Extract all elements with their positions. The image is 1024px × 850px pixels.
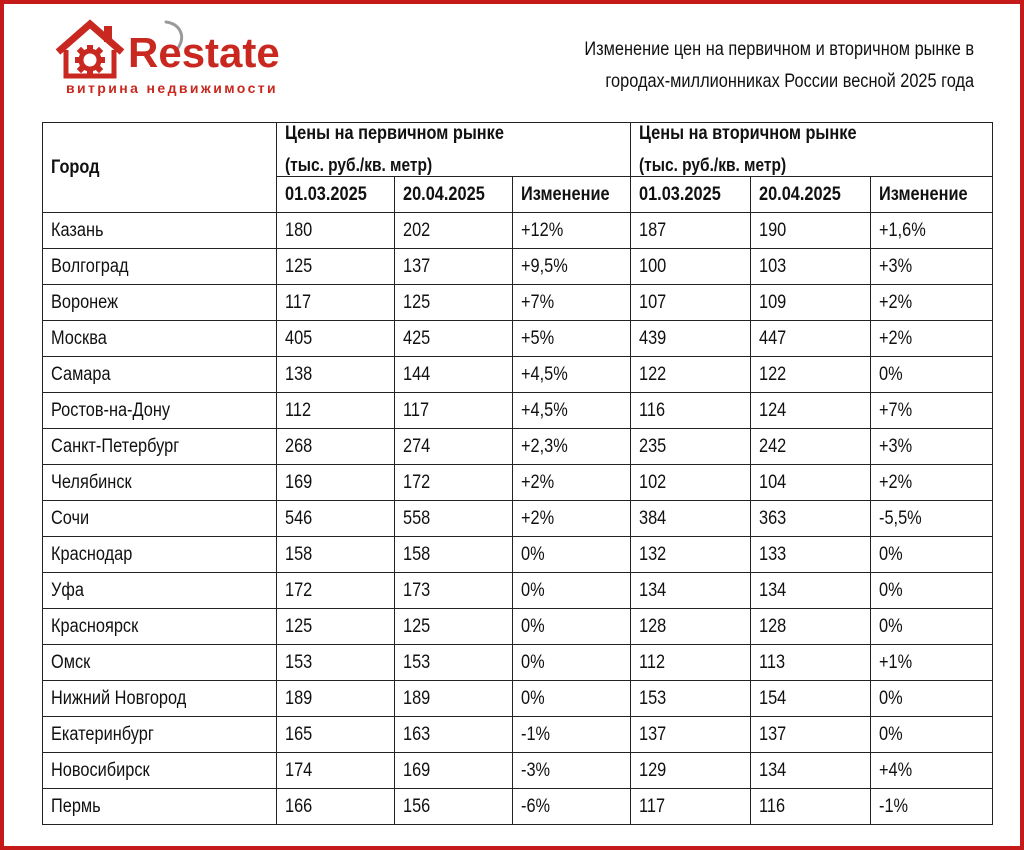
city-cell: Москва	[43, 321, 277, 357]
secondary-change-cell: 0%	[871, 609, 993, 645]
table-row	[43, 285, 993, 321]
primary-end-cell: 274	[395, 429, 513, 465]
table-row	[43, 321, 993, 357]
secondary-end-cell: 134	[751, 753, 871, 789]
secondary-start-cell: 107	[631, 285, 751, 321]
brand-tagline: витрина недвижимости	[66, 80, 279, 96]
primary-end-cell: 173	[395, 573, 513, 609]
secondary-change-cell: +1,6%	[871, 213, 993, 249]
primary-end-cell: 125	[395, 285, 513, 321]
primary-start-cell: 546	[277, 501, 395, 537]
primary-unit: (тыс. руб./кв. метр)	[285, 155, 433, 175]
primary-start-cell: 172	[277, 573, 395, 609]
primary-start-cell: 158	[277, 537, 395, 573]
primary-change-cell: -3%	[513, 753, 631, 789]
primary-start-cell: 153	[277, 645, 395, 681]
primary-end-cell: 169	[395, 753, 513, 789]
subcol-secondary-end: 20.04.2025	[751, 177, 871, 213]
table-row	[43, 717, 993, 753]
primary-end-cell: 163	[395, 717, 513, 753]
secondary-start-cell: 102	[631, 465, 751, 501]
primary-change-cell: -1%	[513, 717, 631, 753]
table-row	[43, 753, 993, 789]
secondary-end-cell: 116	[751, 789, 871, 825]
table-row	[43, 393, 993, 429]
table-row	[43, 465, 993, 501]
secondary-end-cell: 363	[751, 501, 871, 537]
table-row	[43, 249, 993, 285]
primary-change-cell: -6%	[513, 789, 631, 825]
secondary-end-cell: 104	[751, 465, 871, 501]
secondary-market-header: Цены на вторичном рынке (тыс. руб./кв. метр)	[631, 123, 993, 177]
subcol-primary-end: 20.04.2025	[395, 177, 513, 213]
primary-end-cell: 125	[395, 609, 513, 645]
secondary-change-cell: -5,5%	[871, 501, 993, 537]
city-cell: Сочи	[43, 501, 277, 537]
secondary-start-cell: 137	[631, 717, 751, 753]
secondary-change-cell: 0%	[871, 357, 993, 393]
title-line-2: городах-миллионниках России весной 2025 года	[605, 71, 974, 92]
secondary-start-cell: 100	[631, 249, 751, 285]
primary-start-cell: 117	[277, 285, 395, 321]
primary-start-cell: 189	[277, 681, 395, 717]
secondary-start-cell: 439	[631, 321, 751, 357]
subcol-secondary-start: 01.03.2025	[631, 177, 751, 213]
secondary-unit: (тыс. руб./кв. метр)	[639, 155, 787, 175]
secondary-end-cell: 137	[751, 717, 871, 753]
secondary-start-cell: 122	[631, 357, 751, 393]
secondary-change-cell: +2%	[871, 321, 993, 357]
city-cell: Уфа	[43, 573, 277, 609]
city-cell: Новосибирск	[43, 753, 277, 789]
primary-end-cell: 156	[395, 789, 513, 825]
table-row	[43, 213, 993, 249]
city-cell: Нижний Новгород	[43, 681, 277, 717]
secondary-change-cell: +2%	[871, 285, 993, 321]
secondary-end-cell: 128	[751, 609, 871, 645]
secondary-start-cell: 134	[631, 573, 751, 609]
primary-change-cell: +4,5%	[513, 393, 631, 429]
table-row	[43, 681, 993, 717]
secondary-start-cell: 117	[631, 789, 751, 825]
subcol-secondary-change: Изменение	[871, 177, 993, 213]
table-row	[43, 573, 993, 609]
primary-start-cell: 268	[277, 429, 395, 465]
primary-change-cell: 0%	[513, 645, 631, 681]
city-cell: Омск	[43, 645, 277, 681]
secondary-start-cell: 128	[631, 609, 751, 645]
primary-change-cell: +2,3%	[513, 429, 631, 465]
secondary-end-cell: 190	[751, 213, 871, 249]
city-cell: Челябинск	[43, 465, 277, 501]
primary-change-cell: 0%	[513, 609, 631, 645]
primary-change-cell: 0%	[513, 573, 631, 609]
table-row	[43, 537, 993, 573]
title-line-1: Изменение цен на первичном и вторичном рынке в	[584, 39, 974, 60]
price-table	[42, 122, 993, 825]
secondary-start-cell: 187	[631, 213, 751, 249]
secondary-end-cell: 113	[751, 645, 871, 681]
city-cell: Санкт-Петербург	[43, 429, 277, 465]
primary-end-cell: 172	[395, 465, 513, 501]
table-row	[43, 357, 993, 393]
secondary-start-cell: 153	[631, 681, 751, 717]
secondary-change-cell: +7%	[871, 393, 993, 429]
primary-start-cell: 180	[277, 213, 395, 249]
secondary-end-cell: 154	[751, 681, 871, 717]
table-row	[43, 501, 993, 537]
primary-end-cell: 202	[395, 213, 513, 249]
city-cell: Воронеж	[43, 285, 277, 321]
primary-end-cell: 189	[395, 681, 513, 717]
secondary-change-cell: 0%	[871, 573, 993, 609]
secondary-end-cell: 122	[751, 357, 871, 393]
table-row	[43, 789, 993, 825]
primary-end-cell: 158	[395, 537, 513, 573]
primary-change-cell: +4,5%	[513, 357, 631, 393]
secondary-start-cell: 235	[631, 429, 751, 465]
secondary-start-cell: 132	[631, 537, 751, 573]
secondary-change-cell: +4%	[871, 753, 993, 789]
city-cell: Пермь	[43, 789, 277, 825]
secondary-change-cell: 0%	[871, 681, 993, 717]
secondary-change-cell: 0%	[871, 537, 993, 573]
primary-market-header: Цены на первичном рынке (тыс. руб./кв. метр)	[277, 123, 631, 177]
subcol-primary-change: Изменение	[513, 177, 631, 213]
secondary-end-cell: 124	[751, 393, 871, 429]
primary-change-cell: +7%	[513, 285, 631, 321]
primary-start-cell: 166	[277, 789, 395, 825]
primary-change-cell: +5%	[513, 321, 631, 357]
primary-start-cell: 125	[277, 249, 395, 285]
secondary-change-cell: +2%	[871, 465, 993, 501]
secondary-end-cell: 134	[751, 573, 871, 609]
primary-end-cell: 425	[395, 321, 513, 357]
secondary-end-cell: 103	[751, 249, 871, 285]
table-row	[43, 645, 993, 681]
secondary-change-cell: +3%	[871, 429, 993, 465]
secondary-end-cell: 133	[751, 537, 871, 573]
table-body	[43, 213, 993, 825]
secondary-change-cell: +3%	[871, 249, 993, 285]
city-cell: Красноярск	[43, 609, 277, 645]
primary-start-cell: 174	[277, 753, 395, 789]
secondary-start-cell: 129	[631, 753, 751, 789]
primary-start-cell: 125	[277, 609, 395, 645]
secondary-start-cell: 384	[631, 501, 751, 537]
primary-start-cell: 405	[277, 321, 395, 357]
secondary-change-cell: +1%	[871, 645, 993, 681]
brand-logo	[54, 18, 314, 98]
primary-end-cell: 144	[395, 357, 513, 393]
primary-start-cell: 112	[277, 393, 395, 429]
subcol-primary-start: 01.03.2025	[277, 177, 395, 213]
secondary-start-cell: 112	[631, 645, 751, 681]
primary-end-cell: 137	[395, 249, 513, 285]
city-header: Город	[43, 123, 277, 213]
secondary-end-cell: 109	[751, 285, 871, 321]
primary-end-cell: 117	[395, 393, 513, 429]
primary-change-cell: +2%	[513, 465, 631, 501]
city-cell: Ростов-на-Дону	[43, 393, 277, 429]
primary-start-cell: 165	[277, 717, 395, 753]
primary-end-cell: 558	[395, 501, 513, 537]
primary-change-cell: 0%	[513, 537, 631, 573]
city-cell: Екатеринбург	[43, 717, 277, 753]
primary-change-cell: +9,5%	[513, 249, 631, 285]
secondary-change-cell: 0%	[871, 717, 993, 753]
table-row	[43, 429, 993, 465]
city-cell: Самара	[43, 357, 277, 393]
table-row	[43, 609, 993, 645]
primary-change-cell: +12%	[513, 213, 631, 249]
secondary-end-cell: 447	[751, 321, 871, 357]
primary-start-cell: 169	[277, 465, 395, 501]
city-cell: Волгоград	[43, 249, 277, 285]
page-title	[521, 34, 974, 98]
primary-start-cell: 138	[277, 357, 395, 393]
primary-change-cell: 0%	[513, 681, 631, 717]
primary-change-cell: +2%	[513, 501, 631, 537]
city-cell: Казань	[43, 213, 277, 249]
brand-name: Restate	[128, 29, 280, 76]
secondary-start-cell: 116	[631, 393, 751, 429]
primary-end-cell: 153	[395, 645, 513, 681]
city-cell: Краснодар	[43, 537, 277, 573]
secondary-change-cell: -1%	[871, 789, 993, 825]
secondary-end-cell: 242	[751, 429, 871, 465]
